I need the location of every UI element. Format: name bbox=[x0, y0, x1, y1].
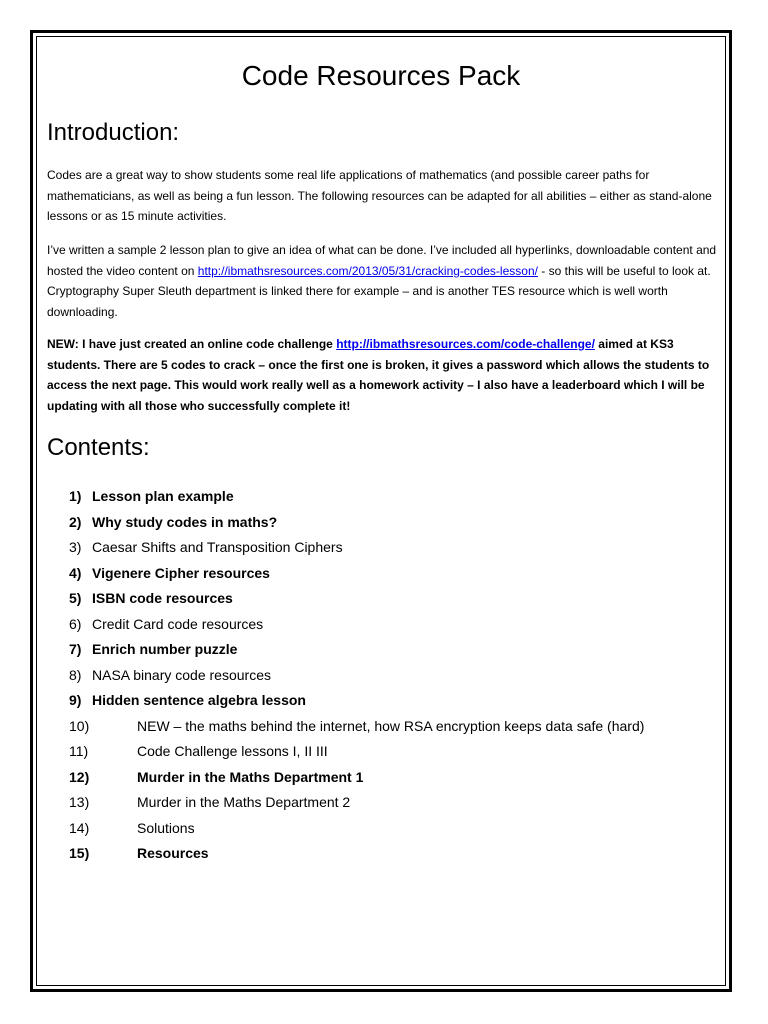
contents-item bbox=[47, 841, 727, 867]
contents-item bbox=[47, 637, 727, 663]
item-number: 6) bbox=[69, 615, 82, 632]
item-number: 1) bbox=[69, 488, 82, 504]
item-number: 11) bbox=[69, 743, 89, 759]
intro-paragraph-2-text: I’ve written a sample 2 lesson plan to give an idea of what can be done. I’ve included all hyperlinks, downloadable content and hosted the video content on bbox=[47, 243, 717, 278]
item-text: Enrich number puzzle bbox=[92, 641, 238, 657]
item-text: Resources bbox=[137, 845, 209, 861]
contents-item bbox=[47, 765, 727, 791]
intro-paragraph-3-text: NEW: I have just created an online code challenge bbox=[47, 337, 337, 351]
cracking-codes-lesson-link[interactable]: http://ibmathsresources.com/2013/05/31/cracking-codes-lesson/ bbox=[197, 263, 538, 278]
intro-paragraph-1: Codes are a great way to show students some real life applications of mathematics (and possible career paths for mathematicians, as well as being a fun lesson. The following resources can be adapted for all abilities – either as stand-alone lessons or as 15 minute activities. bbox=[47, 168, 712, 223]
contents-item bbox=[47, 816, 727, 842]
page-inner-frame bbox=[36, 36, 726, 986]
contents-item bbox=[47, 688, 727, 714]
item-number: 10) bbox=[69, 717, 90, 734]
item-text: ISBN code resources bbox=[92, 590, 233, 606]
item-text: Vigenere Cipher resources bbox=[92, 564, 270, 581]
item-text: Code Challenge lessons I, II III bbox=[137, 743, 328, 759]
page-frame bbox=[30, 30, 732, 992]
item-text: Why study codes in maths? bbox=[92, 513, 278, 530]
contents-item bbox=[47, 586, 727, 612]
item-text: Murder in the Maths Department 1 bbox=[137, 768, 364, 785]
intro-paragraph-2-text-end: - so this will be useful to look at. Cryptography Super Sleuth department is linked there for example – and is another TES resource which is well worth downloading. bbox=[47, 263, 711, 319]
item-text: Lesson plan example bbox=[92, 488, 234, 504]
item-number: 15) bbox=[69, 845, 90, 861]
item-number: 13) bbox=[69, 794, 90, 810]
intro-paragraph-2 bbox=[47, 240, 723, 322]
contents-item bbox=[47, 663, 727, 689]
item-text: Credit Card code resources bbox=[92, 615, 264, 632]
contents-item bbox=[47, 739, 727, 765]
item-text: Murder in the Maths Department 2 bbox=[137, 794, 351, 810]
contents-item bbox=[47, 535, 727, 561]
contents-item bbox=[47, 714, 727, 740]
item-text: Caesar Shifts and Transposition Ciphers bbox=[92, 539, 343, 555]
item-number: 14) bbox=[69, 819, 90, 836]
item-text: Solutions bbox=[137, 819, 195, 836]
page-title: Code Resources Pack bbox=[241, 60, 521, 91]
intro-paragraph-3 bbox=[47, 334, 723, 416]
item-number: 4) bbox=[69, 564, 82, 581]
item-number: 2) bbox=[69, 513, 82, 530]
item-text: NASA binary code resources bbox=[92, 666, 271, 683]
code-challenge-link[interactable]: http://ibmathsresources.com/code-challenge/ bbox=[336, 337, 595, 351]
item-number: 3) bbox=[69, 539, 82, 555]
item-text: NEW – the maths behind the internet, how RSA encryption keeps data safe (hard) bbox=[137, 717, 645, 734]
item-number: 7) bbox=[69, 641, 82, 657]
intro-paragraph-3-text-end: aimed at KS3 students. There are 5 codes to crack – once the first one is broken, it gives a password which allows the students to access the next page. This would work really well as a homework activity – I also have a leaderboard which I will be updating with all those who successfully complete it! bbox=[47, 337, 710, 413]
contents-heading: Contents: bbox=[47, 434, 150, 461]
item-number: 12) bbox=[69, 768, 90, 785]
item-number: 8) bbox=[69, 666, 82, 683]
contents-item bbox=[47, 612, 727, 638]
contents-item bbox=[47, 484, 727, 510]
contents-item bbox=[47, 510, 727, 536]
item-number: 5) bbox=[69, 590, 82, 606]
item-number: 9) bbox=[69, 692, 82, 708]
contents-item bbox=[47, 790, 727, 816]
contents-list bbox=[47, 484, 727, 867]
introduction-heading: Introduction: bbox=[47, 119, 180, 146]
contents-item bbox=[47, 561, 727, 587]
item-text: Hidden sentence algebra lesson bbox=[92, 692, 306, 708]
